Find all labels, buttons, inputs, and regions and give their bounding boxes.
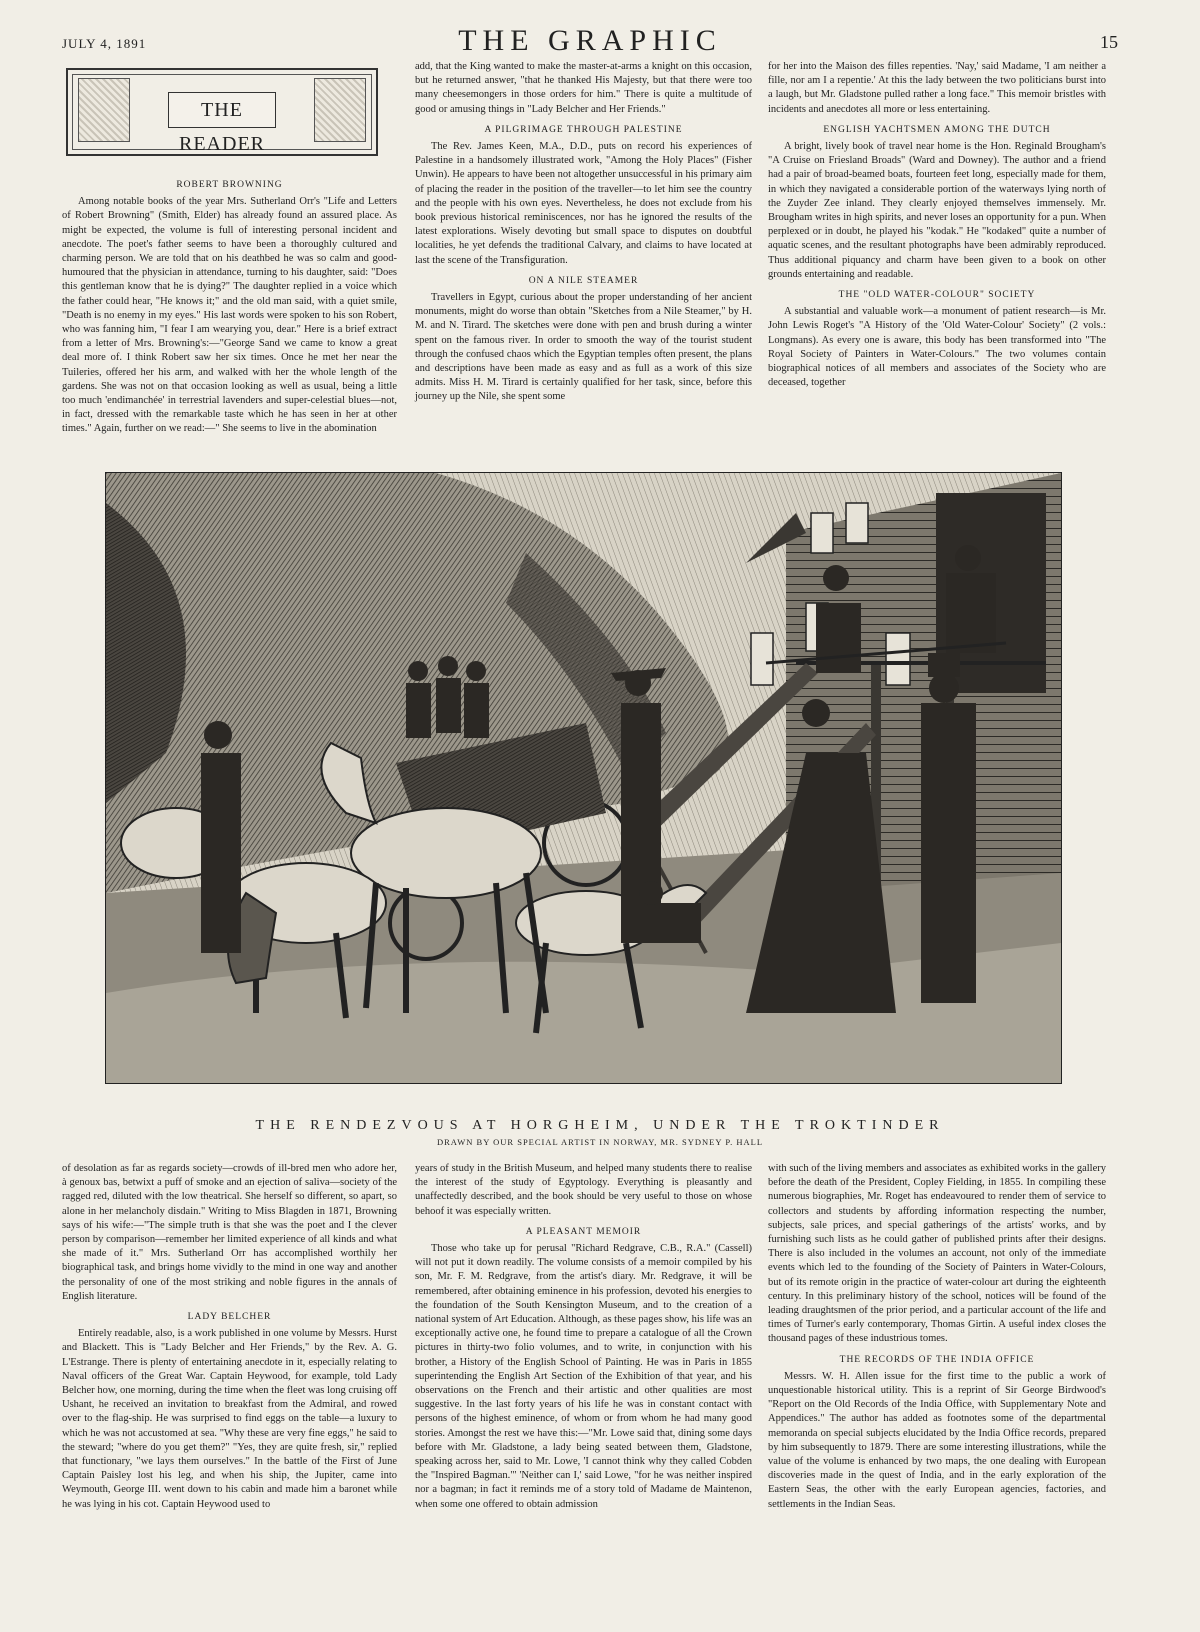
article-text: Those who take up for perusal "Richard Redgrave, C.B., R.A." (Cassell) will not put it down readily. The volume consists of a memoir compiled by his son, Mr. F. M. Redgrave, from the artist's diary. Mr. Redgrave, it will be remembered, after obtaining eminence in his profession, devoted his energies to the foundation of the South Kensington Museum, and to the creation of a national system of Art Education. Although, as these pages show, his life was an exceptionally active one, he found time to prepare a catalogue of all the Crown pictures in thirty-two folio volumes, and to write, in conjunction with his brother, a History of the English School of Painting. He was in Paris in 1855 superintending the English Art Section of the Exhibition of that year, and his observations on the French and their artistic and other qualities are most suggestive. In the last forty years of his life he was in constant contact with persons of the highest eminence, of whom or from whom he had many good stories. Amongst the rest we have this:—"Mr. Lowe said that, dining some days before with Mr. Gladstone, a lady being seated between them, Gladstone, speaking across her, said to Mr. Lowe, 'I cannot think why they called Cobden the "Inspired Bagman."' 'Neither can I,' said Lowe, "for he was neither inspired nor a bagman; in fact it reminds me of a story told of Madame de Maintenon, when some one offered to obtain admission <box>415 1243 753 1510</box>
engraving-scene <box>106 473 1061 1083</box>
bottom-column-3 <box>768 1162 1106 1512</box>
article-text: A bright, lively book of travel near home is the Hon. Reginald Brougham's "A Cruise on Friesland Broads" (Ward and Downey). The author and a friend had a pair of broad-beamed boats, fourteen feet long, especially made for them, in which they navigated a considerable portion of the waterways lying north of the Zuyder Zee inland. They clearly enjoyed themselves immensely. Mr. Brougham writes in high spirits, and never loses an opportunity for a pun. When perplexed or in doubt, he played his "kodak." He "kodaked" quite a number of aquatic scenes, and the resultant photographs have been admirably reproduced. Thus additional piquancy and charm have been given to a book on other grounds entertaining and readable. <box>768 141 1106 280</box>
right-book-emblem-icon <box>314 78 366 142</box>
article-text: A substantial and valuable work—a monument of patient research—is Mr. John Lewis Roget's "A History of the 'Old Water-Colour' Society" (2 vols.: Longmans). As every one is aware, this body has been transformed into "The Royal Society of Painters in Water-Colours." The two volumes contain biographical notices of all members and associates of the Society who are deceased, together <box>768 306 1106 389</box>
heading-nile-steamer: ON A NILE STEAMER <box>528 275 639 286</box>
masthead: THE GRAPHIC <box>458 24 722 57</box>
illustration-credit: DRAWN BY OUR SPECIAL ARTIST IN NORWAY, MR. SYDNEY P. HALL <box>436 1137 764 1147</box>
heading-robert-browning: ROBERT BROWNING <box>176 180 283 190</box>
reader-banner <box>66 68 378 156</box>
heading-pleasant-memoir: A PLEASANT MEMOIR <box>525 1226 642 1237</box>
article-text: The Rev. James Keen, M.A., D.D., puts on record his experiences of Palestine in a handsomely illustrated work, "Among the Holy Places" (Fisher Unwin). He appears to have been not altogether unsuccessful in his primary aim of placing the reader in the position of the traveller—to let him see the country and the people with his own eyes. Nevertheless, he does not exclude from his book previous historical reminiscences, nor has he ignored the results of the latest explorations. Wisely devoting but small space to disputes on doubtful localities, he yet defends the traditional Calvary, and claims to have located at last the scene of the Transfiguration. <box>415 141 752 266</box>
article-text: for her into the Maison des filles repenties. 'Nay,' said Madame, 'I am neither a fille, nor am I a repentie.' At this the lady between the two politicians burst into a laugh, but Mr. Gladstone pulled rather a long face." This memoir bristles with incidents and anecdotes all more or less entertaining. <box>768 61 1106 115</box>
heading-old-water-colour: THE "OLD WATER-COLOUR" SOCIETY <box>838 290 1036 301</box>
top-column-1 <box>62 172 397 437</box>
left-book-emblem-icon <box>78 78 130 142</box>
page-number: 15 <box>1100 32 1118 52</box>
article-text: years of study in the British Museum, and helped many students there to realise the interest of the study of Egyptology. Everything is pleasantly and unaffectedly described, and the book should be very useful to those on whose behoof it was especially written. <box>415 1163 752 1217</box>
article-text: add, that the King wanted to make the master-at-arms a knight on this occasion, but he returned answer, "that he thanked His Majesty, but that there were too many cheesemongers in those orders for him." There is quite a multitude of good or amusing things in "Lady Belcher and Her Friends." <box>415 61 752 115</box>
article-text: Messrs. W. H. Allen issue for the first time to the public a work of unquestionable historical utility. This is a reprint of Sir George Birdwood's "Report on the Old Records of the India Office, with Supplementary Note and Appendices." The author has added as footnotes some of the departmental memoranda on special subjects elucidated by the India Office records, prepared by him subsequently to 1879. There are some interesting illustrations, while the value of the volume is enhanced by two maps, the one dealing with European discoveries made in the quest of India, and in the early exploration of the Eastern Seas, the other with the early European agencies, factories, and settlements in the Indian Seas. <box>768 1370 1106 1510</box>
heading-india-office: THE RECORDS OF THE INDIA OFFICE <box>839 1354 1035 1365</box>
engraving-illustration <box>105 472 1062 1084</box>
article-text: Entirely readable, also, is a work published in one volume by Messrs. Hurst and Blackett. This is "Lady Belcher and Her Friends," by the Rev. A. G. L'Estrange. There is plenty of entertaining anecdote in it, especially relating to Naval officers of the Great War. Captain Heywood, for example, told Lady Belcher how, one morning, during the time when the fleet was long cruising off Ushant, he received an invitation to breakfast from the Admiral, and rowed over to the flag-ship. He was surprised to find eggs on the table—a luxury to which he was not accustomed at sea. "Why these are very fine eggs," he said to the steward; "where do you get them?" "Yes, they are quite fresh, sir," replied that functionary, "we lays them ourselves." In the battle of the First of June Captain Paisley lost his leg, and when his ship, the Jupiter, came into Weymouth, George III. went down to his cabin and made him a baronet while he was lying in his cot. Captain Heywood used to <box>62 1328 397 1510</box>
reader-title: THE READER <box>168 92 276 128</box>
bottom-column-1 <box>62 1162 397 1512</box>
illustration-caption: THE RENDEZVOUS AT HORGHEIM, UNDER THE TROKTINDER <box>255 1118 945 1133</box>
article-text: with such of the living members and associates as exhibited works in the gallery before the death of the President, Copley Fielding, in 1855. In compiling these numerous biographies, Mr. Roget has endeavoured to render them of service to collectors and students by affording information respecting the number, subjects, sale prices, and special gatherings of the artists' works, and by furnishing such lists as he could gather of published prints after their designs. There is also included in the volumes an account, not only of the immediate events which led to the founding of the Society of Painters in Water-Colours, but of its remote origin in the practice of water-colour art during the eighteenth century. In this preliminary history of the school, notices will be found of the leading draughtsmen of the prior period, and a particular account of the life and times of Turner's early contemporary, Thomas Girtin. A useful index closes the thousand pages of these industrious tomes. <box>768 1163 1106 1345</box>
top-column-3 <box>768 60 1106 390</box>
article-text: Travellers in Egypt, curious about the proper understanding of her ancient monuments, might do worse than obtain "Sketches from a Nile Steamer," by H. M. and N. Tirard. The sketches were done with pen and brush during a winter spent on the famous river. In order to smooth the way of the tourist student through the confused chaos which the Egyptian temples often present, the plans and descriptions have been made as easy and as full as a work of this size admits. Miss H. M. Tirard is certainly qualified for her task, since, before this journey up the Nile, she spent some <box>415 292 752 403</box>
page-header <box>62 22 1118 56</box>
heading-palestine: A PILGRIMAGE THROUGH PALESTINE <box>484 124 683 135</box>
issue-date: JULY 4, 1891 <box>62 36 147 51</box>
heading-yachtsmen: ENGLISH YACHTSMEN AMONG THE DUTCH <box>823 124 1051 135</box>
article-text: Among notable books of the year Mrs. Sutherland Orr's "Life and Letters of Robert Browning" (Smith, Elder) has already found an assured place. As might be expected, the volume is full of interesting personal incident and anecdote. The poet's father seems to have been a thoroughly cultured and charming person. We are told that on his deathbed he was so calm and good-humoured that the physician in attendance, turning to his daughter, said: "Does this gentleman know that he is dying?" The daughter replied in a voice which the father could hear, "He knows it;" and the old man said, with a quiet smile, "Death is no enemy in my eyes." His last words were spoken to his son Robert, who was fanning him, "I fear I am wearying you, dear." Here is a brief extract from a letter of Mrs. Browning's:—"George Sand we came to know a great deal more of. I think Robert saw her six times. Once he met her near the Tuileries, offered her his arm, and walked with her the whole length of the gardens. She was not on that occasion looking as well as usual, being a little too much 'endimanchée' in terrestrial lavenders and super-celestial blues—not, in fact, dressed with the remarkable taste which he has seen in her at other times." Again, further on we read:—" She seems to live in the abomination <box>62 196 397 435</box>
top-column-2 <box>415 60 752 405</box>
bottom-column-2 <box>415 1162 752 1512</box>
heading-lady-belcher: LADY BELCHER <box>187 1312 272 1323</box>
article-text: of desolation as far as regards society—crowds of ill-bred men who adore her, à genoux bas, betwixt a puff of smoke and an ejection of saliva—society of the ragged red, diluted with the low theatrical. She herself so different, so apart, so alone in her melancholy disdain." Writing to Miss Blagden in 1871, Browning says of his wife:—"The simple truth is that she was the poet and I the clever person by comparison—remember her limited experience of all kinds and what she made of it." Mrs. Sutherland Orr has accomplished worthily her biographical task, and brings home vividly to the mind in one way and another the personality of one of the most striking and noble figures in the annals of English literature. <box>62 1163 397 1302</box>
